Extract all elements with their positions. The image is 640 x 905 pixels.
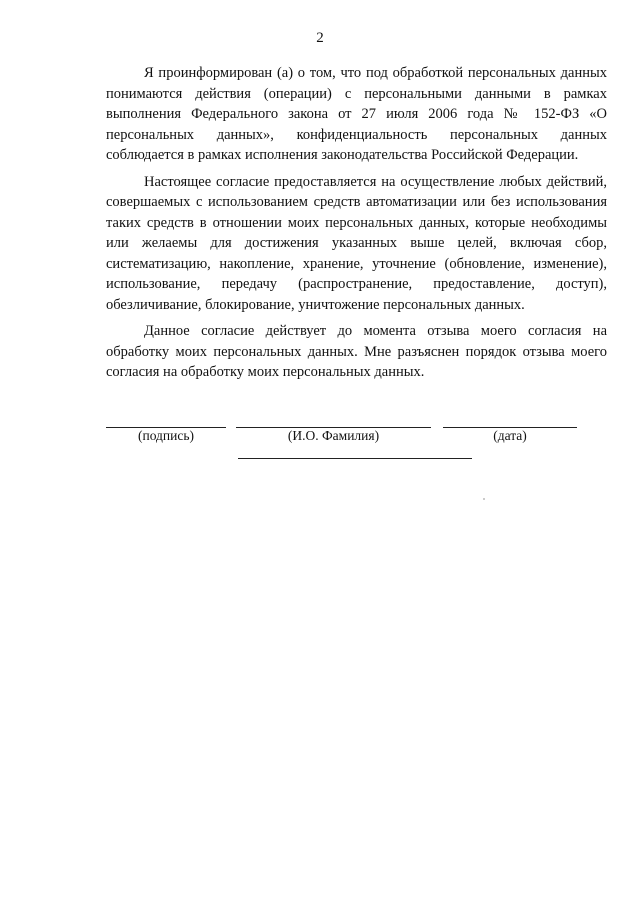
scan-speck: [483, 498, 485, 500]
name-caption: (И.О. Фамилия): [287, 428, 380, 443]
date-caption: (дата): [493, 428, 527, 443]
extra-line: [238, 458, 472, 459]
paragraph-consent-validity: Данное согласие действует до момента отзыва моего согласия на обработку моих персональных данных. Мне разъяснен порядок отзыва моего согласия на обработку моих персональных данных.: [106, 323, 607, 380]
signature-caption: (подпись): [137, 428, 195, 443]
paragraph-consent-scope: Настоящее согласие предоставляется на осуществление любых действий, совершаемых с использованием средств автоматизации или без использования таких средств в отношении моих персональных данных, которые необходимы или желаемы для достижения указанных выше целей, включая сбор, систематизацию, накопление, хранение, уточнение (обновление, изменение), использование, передачу (распространение, предоставление, доступ), обезличивание, блокирование, уничтожение персональных данных.: [106, 173, 607, 313]
paragraph-information: Я проинформирован (а) о том, что под обработкой персональных данных понимаются действия (операции) с персональными данными в рамках выполнения Федерального закона от 27 июля 2006 года № 152-ФЗ «О персональных данных», конфиденциальность персональных данных соблюдается в рамках исполнения законодательства Российской Федерации.: [106, 65, 607, 163]
page-number: 2: [316, 30, 324, 46]
consent-text: [106, 63, 607, 389]
